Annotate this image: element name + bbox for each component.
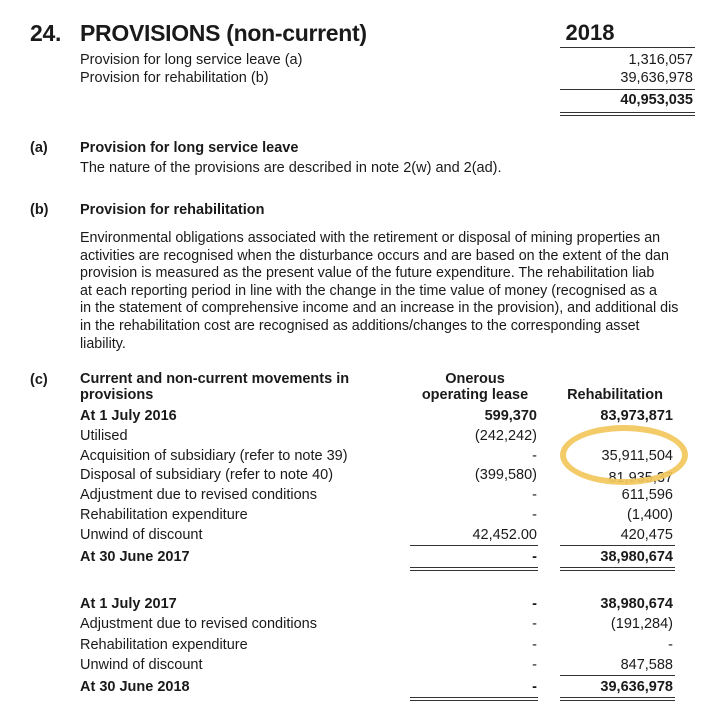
year-header: 2018 xyxy=(565,20,615,45)
row-label: Adjustment due to revised conditions xyxy=(80,616,317,632)
note-b-line: Environmental obligations associated with the retirement or disposal of mining properties an xyxy=(80,230,661,246)
summary-total-rule-1 xyxy=(560,112,695,113)
note-a-marker: (a) xyxy=(30,140,48,156)
note-b-line: at each reporting period in line with the change in the time value of money (recognised as a xyxy=(80,282,657,299)
total-2017-rule-2 xyxy=(410,570,538,571)
row-onerous: - xyxy=(532,616,537,632)
row-label: At 1 July 2016 xyxy=(80,408,177,424)
row-onerous: - xyxy=(532,507,537,523)
row-label: Rehabilitation expenditure xyxy=(80,637,248,653)
row-onerous: 42,452.00 xyxy=(472,527,537,543)
summary-rule xyxy=(560,89,695,90)
summary-total-rule-2 xyxy=(560,115,695,116)
row-onerous: 599,370 xyxy=(484,408,537,424)
summary-total: 40,953,035 xyxy=(620,92,693,108)
total-2018-rule-2 xyxy=(410,700,538,701)
total-2017-rule-4 xyxy=(560,570,675,571)
summary-label-rehab: Provision for rehabilitation (b) xyxy=(80,70,269,86)
row-label: Acquisition of subsidiary (refer to note 39) xyxy=(80,448,348,464)
total-2017-rule-3 xyxy=(560,567,675,568)
note-b-title: Provision for rehabilitation xyxy=(80,202,265,218)
total-2017-rehab: 38,980,674 xyxy=(600,549,673,565)
note-b-line: activities are recognised when the disturbance occurs and are based on the extent of the dan xyxy=(80,247,669,264)
note-c-title-2: provisions xyxy=(80,387,154,403)
row-label: Disposal of subsidiary (refer to note 40) xyxy=(80,467,334,483)
row-rehab: (191,284) xyxy=(610,616,673,632)
summary-value-lsl: 1,316,057 xyxy=(628,52,693,68)
highlight-circle xyxy=(560,425,688,485)
note-b-marker: (b) xyxy=(30,202,49,218)
subtotal-rule-onerous xyxy=(410,545,538,546)
note-b-line: liability. xyxy=(80,335,126,352)
row-label: Unwind of discount xyxy=(80,657,203,673)
row-label: Unwind of discount xyxy=(80,527,203,543)
row-rehab: 420,475 xyxy=(620,527,673,543)
row-onerous: - xyxy=(532,487,537,503)
row-rehab-obscured: 81,935,37 xyxy=(608,471,673,486)
note-title: PROVISIONS (non-current) xyxy=(80,20,367,46)
note-b-line: provision is measured as the present value of the future expenditure. The rehabilitation liab xyxy=(80,265,655,282)
total-2018-rule-1 xyxy=(410,697,538,698)
total-2017-label: At 30 June 2017 xyxy=(80,549,190,565)
total-2018-rule-3 xyxy=(560,697,675,698)
row-rehab: 847,588 xyxy=(620,657,673,673)
row-label: Rehabilitation expenditure xyxy=(80,507,248,523)
note-a-title: Provision for long service leave xyxy=(80,140,299,156)
row-onerous: - xyxy=(532,637,537,653)
note-b-line: in the statement of comprehensive income and an increase in the provision), and additional dis xyxy=(80,300,679,317)
total-2018-rehab: 39,636,978 xyxy=(600,679,673,695)
summary-value-rehab: 39,636,978 xyxy=(620,70,693,86)
year-underline xyxy=(560,47,695,48)
total-2017-onerous: - xyxy=(532,549,537,565)
row-onerous: - xyxy=(532,657,537,673)
note-b-paragraph xyxy=(80,230,706,353)
row-rehab: 38,980,674 xyxy=(600,596,673,612)
total-2017-rule-1 xyxy=(410,567,538,568)
subtotal-rule-rehab xyxy=(560,545,675,546)
note-c-marker: (c) xyxy=(30,372,48,388)
note-a-text: The nature of the provisions are described in note 2(w) and 2(ad). xyxy=(80,160,502,176)
col-onerous-header-2: operating lease xyxy=(421,387,529,403)
col-rehab-header: Rehabilitation xyxy=(567,387,663,403)
row-onerous: (399,580) xyxy=(474,467,537,483)
row-label: At 1 July 2017 xyxy=(80,596,177,612)
subtotal-2018-rule xyxy=(560,675,675,676)
total-2018-rule-4 xyxy=(560,700,675,701)
total-2018-onerous: - xyxy=(532,679,537,695)
row-onerous: (242,242) xyxy=(474,428,537,444)
row-label: Adjustment due to revised conditions xyxy=(80,487,317,503)
row-onerous: - xyxy=(532,596,537,612)
row-onerous: - xyxy=(532,448,537,464)
note-c-title-1: Current and non-current movements in xyxy=(80,371,350,387)
note-b-line: in the rehabilitation cost are recognised as additions/changes to the corresponding asset xyxy=(80,317,640,334)
row-rehab: 611,596 xyxy=(621,487,673,503)
col-onerous-header-1: Onerous xyxy=(445,371,505,387)
row-rehab: 83,973,871 xyxy=(600,408,673,424)
row-label: Utilised xyxy=(80,428,128,444)
row-rehab: (1,400) xyxy=(627,507,673,523)
row-rehab: - xyxy=(668,637,673,653)
total-2018-label: At 30 June 2018 xyxy=(80,679,190,695)
note-number: 24. xyxy=(30,20,62,46)
row-rehab: 35,911,504 xyxy=(601,448,673,464)
summary-label-lsl: Provision for long service leave (a) xyxy=(80,52,303,68)
